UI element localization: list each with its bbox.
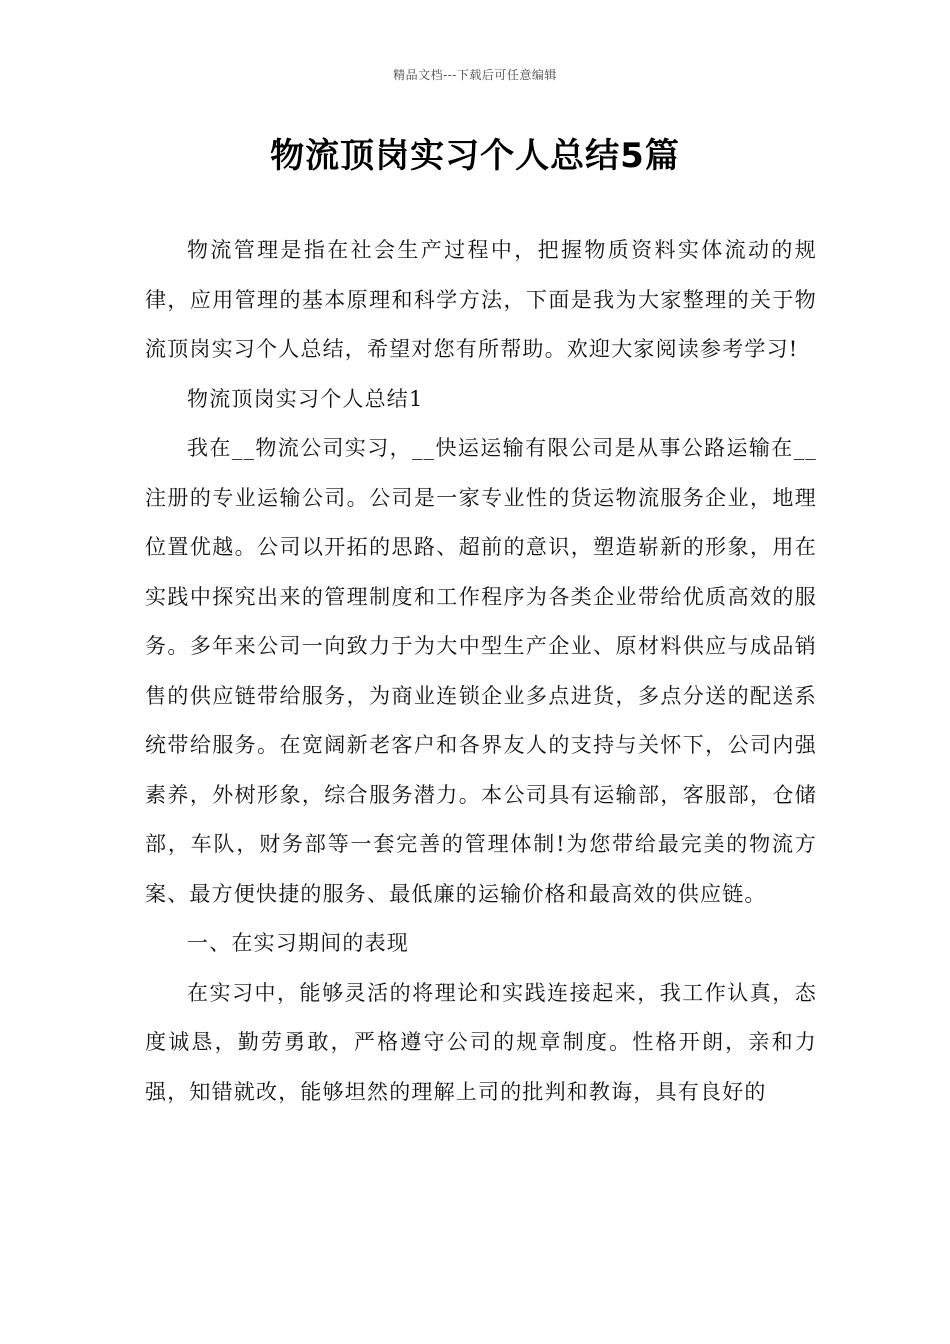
header-note: 精品文档---下载后可任意编辑: [393, 68, 557, 82]
intro-paragraph: 物流管理是指在社会生产过程中，把握物质资料实体流动的规律，应用管理的基本原理和科学方法，下面是我为大家整理的关于物流顶岗实习个人总结，希望对您有所帮助。欢迎大家阅读参考学习!: [145, 238, 817, 361]
company-paragraph: 我在__物流公司实习，__快运运输有限公司是从事公路运输在__注册的专业运输公司。公司是一家专业性的货运物流服务企业，地理位置优越。公司以开拓的思路、超前的意识，塑造崭新的形象，用在实践中探究出来的管理制度和工作程序为各类企业带给优质高效的服务。多年来公司一向致力于为大中型生产企业、原材料供应与成品销售的供应链带给服务，为商业连锁企业多点进货，多点分送的配送系统带给服务。在宽阔新老客户和各界友人的支持与关怀下，公司内强素养，外树形象，综合服务潜力。本公司具有运输部，客服部，仓储部，车队，财务部等一套完善的管理体制!为您带给最完美的物流方案、最方便快捷的服务、最低廉的运输价格和最高效的供应链。: [145, 436, 817, 906]
section-heading-performance: 一、在实习期间的表现: [187, 931, 409, 955]
document-title: 物流顶岗实习个人总结5篇: [270, 136, 680, 176]
section-heading-summary-1: 物流顶岗实习个人总结1: [187, 386, 424, 411]
document-body: [145, 226, 817, 1117]
performance-paragraph: 在实习中，能够灵活的将理论和实践连接起来，我工作认真，态度诚恳，勤劳勇敢，严格遵守公司的规章制度。性格开朗，亲和力强，知错就改，能够坦然的理解上司的批判和教诲，具有良好的: [145, 980, 817, 1104]
